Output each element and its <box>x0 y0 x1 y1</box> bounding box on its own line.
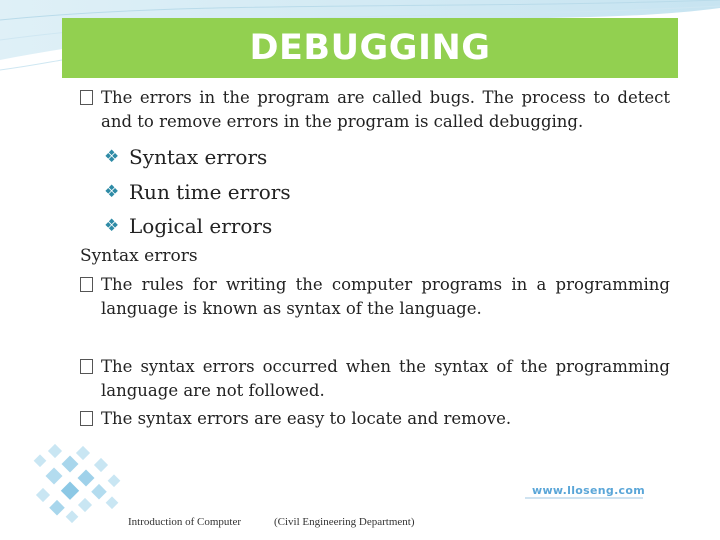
diamond-bullet-icon: ❖ <box>104 216 120 236</box>
watermark-text: www.lloseng.com <box>532 484 645 497</box>
error-types-list <box>104 140 670 244</box>
intro-text: The errors in the program are called bugs. The process to detect and to remove errors in the program is called debugging. <box>101 88 670 131</box>
square-bullet-icon <box>80 359 93 374</box>
watermark-rule <box>525 497 643 499</box>
list-item <box>104 209 670 244</box>
error-type-label: Logical errors <box>129 214 273 238</box>
point-bullet <box>80 407 670 431</box>
square-bullet-icon <box>80 90 93 105</box>
diamond-bullet-icon: ❖ <box>104 147 120 167</box>
point-text: The rules for writing the computer programs in a programming language is known as syntax of the language. <box>101 275 670 318</box>
list-item <box>104 175 670 210</box>
error-type-label: Run time errors <box>129 179 291 204</box>
section-heading: Syntax errors <box>80 246 198 266</box>
intro-bullet <box>80 86 670 134</box>
footer-right-text: (Civil Engineering Department) <box>274 516 415 528</box>
syntax-section <box>80 244 670 431</box>
point-bullet <box>80 355 670 403</box>
slide-title: DEBUGGING <box>249 28 491 68</box>
square-bullet-icon <box>80 277 93 292</box>
point-bullet <box>80 273 670 321</box>
title-bar <box>62 18 678 78</box>
error-type-label: Syntax errors <box>129 145 268 169</box>
footer-left-text: Introduction of Computer <box>128 516 242 528</box>
list-item <box>104 140 670 175</box>
square-bullet-icon <box>80 411 93 426</box>
point-text: The syntax errors occurred when the syntax of the programming language are not followed. <box>101 357 670 400</box>
diamond-bullet-icon: ❖ <box>104 181 120 202</box>
slide-content <box>80 86 670 244</box>
point-text: The syntax errors are easy to locate and remove. <box>101 409 512 428</box>
